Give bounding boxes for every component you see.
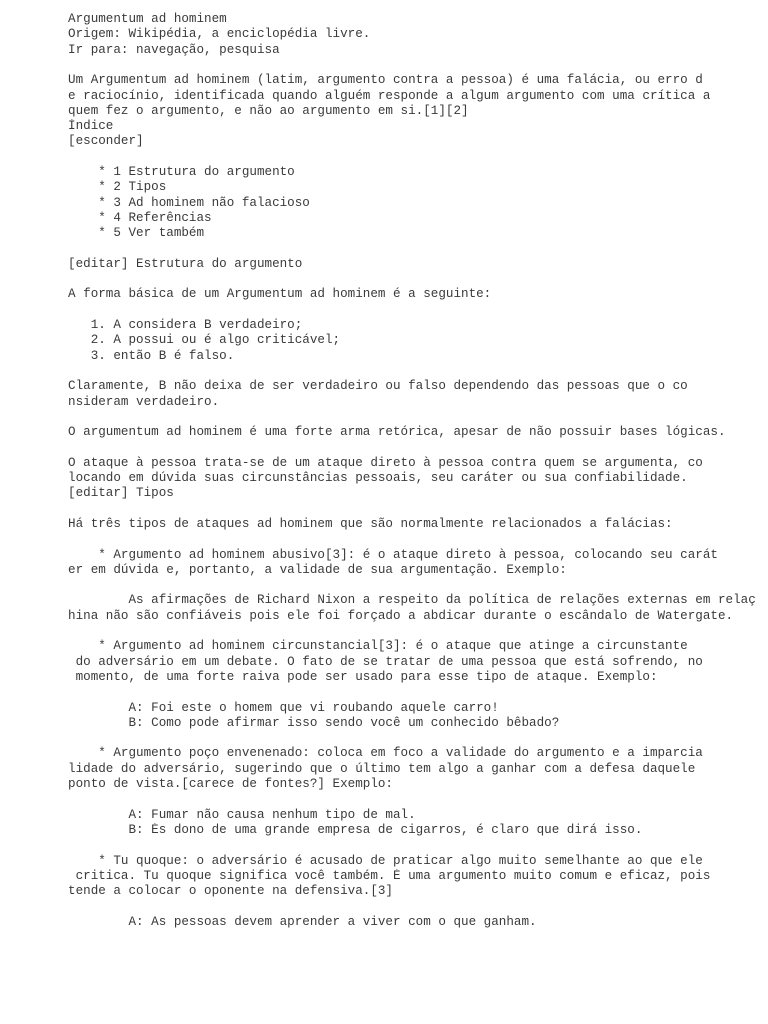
bullet-item: * Argumento ad hominem circunstancial[3]: é o ataque que atinge a circunstante [0,639,688,654]
paragraph-line: O ataque à pessoa trata-se de um ataque direto à pessoa contra quem se argumenta, co [0,455,703,470]
numbered-item: 3. então B é falso. [0,348,235,363]
section-heading: [editar] Estrutura do argumento [0,256,303,271]
bullet-item: do adversário em um debate. O fato de se tratar de uma pessoa que está sofrendo, no [0,654,703,669]
example-line: B: És dono de uma grande empresa de cigarros, é claro que dirá isso. [0,822,643,837]
index-heading: Índice [0,119,114,134]
bullet-item: * Argumento ad hominem abusivo[3]: é o ataque direto à pessoa, colocando seu carát [0,547,718,562]
example-line: B: Como pode afirmar isso sendo você um conhecido bêbado? [0,715,560,730]
intro-paragraph-line: Um Argumentum ad hominem (latim, argumento contra a pessoa) é uma falácia, ou erro d [0,73,703,88]
jump-to-line: Ir para: navegação, pesquisa [0,42,280,57]
example-line: A: Foi este o homem que vi roubando aquele carro! [0,700,499,715]
document-text [0,12,768,1012]
paragraph-line: O argumentum ad hominem é uma forte arma retórica, apesar de não possuir bases lógicas. [0,425,726,440]
bullet-item: tende a colocar o oponente na defensiva.[3] [0,884,393,899]
intro-paragraph-line: quem fez o argumento, e não ao argumento em si.[1][2] [0,103,469,118]
example-line: As afirmações de Richard Nixon a respeito da política de relações externas em relaç [0,593,756,608]
numbered-item: 2. A possui ou é algo criticável; [0,333,341,348]
origin-line: Origem: Wikipédia, a enciclopédia livre. [0,27,371,42]
index-item: * 2 Tipos [0,180,167,195]
paragraph-line: Claramente, B não deixa de ser verdadeiro ou falso dependendo das pessoas que o co [0,379,688,394]
paragraph-line: Há três tipos de ataques ad hominem que são normalmente relacionados a falácias: [0,516,673,531]
index-item: * 4 Referências [0,210,212,225]
bullet-item: critica. Tu quoque significa você também. É uma argumento muito comum e eficaz, pois [0,868,711,883]
bullet-item: er em dúvida e, portanto, a validade de sua argumentação. Exemplo: [0,562,567,577]
bullet-item: lidade do adversário, sugerindo que o último tem algo a ganhar com a defesa daquele [0,761,696,776]
example-line: A: As pessoas devem aprender a viver com o que ganham. [0,914,537,929]
bullet-item: * Tu quoque: o adversário é acusado de praticar algo muito semelhante ao que ele [0,853,703,868]
section-heading: [editar] Tipos [0,486,174,501]
bullet-item: momento, de uma forte raiva pode ser usado para esse tipo de ataque. Exemplo: [0,669,658,684]
paragraph-line: A forma básica de um Argumentum ad hominem é a seguinte: [0,287,492,302]
example-line: hina não são confiáveis pois ele foi forçado a abdicar durante o escândalo de Watergate. [0,608,734,623]
hide-index-link: [esconder] [0,134,144,149]
index-item: * 3 Ad hominem não falacioso [0,195,310,210]
bullet-item: * Argumento poço envenenado: coloca em foco a validade do argumento e a imparcia [0,746,703,761]
example-line: A: Fumar não causa nenhum tipo de mal. [0,807,416,822]
index-item: * 1 Estrutura do argumento [0,165,295,179]
index-item: * 5 Ver também [0,226,205,241]
paragraph-line: nsideram verdadeiro. [0,394,220,409]
numbered-item: 1. A considera B verdadeiro; [0,318,303,332]
paragraph-line: locando em dúvida suas circunstâncias pessoais, seu caráter ou sua confiabilidade. [0,471,688,485]
intro-paragraph-line: e raciocínio, identificada quando alguém responde a algum argumento com uma crítica a [0,88,711,103]
page-title: Argumentum ad hominem [0,12,227,26]
bullet-item: ponto de vista.[carece de fontes?] Exemplo: [0,777,393,791]
